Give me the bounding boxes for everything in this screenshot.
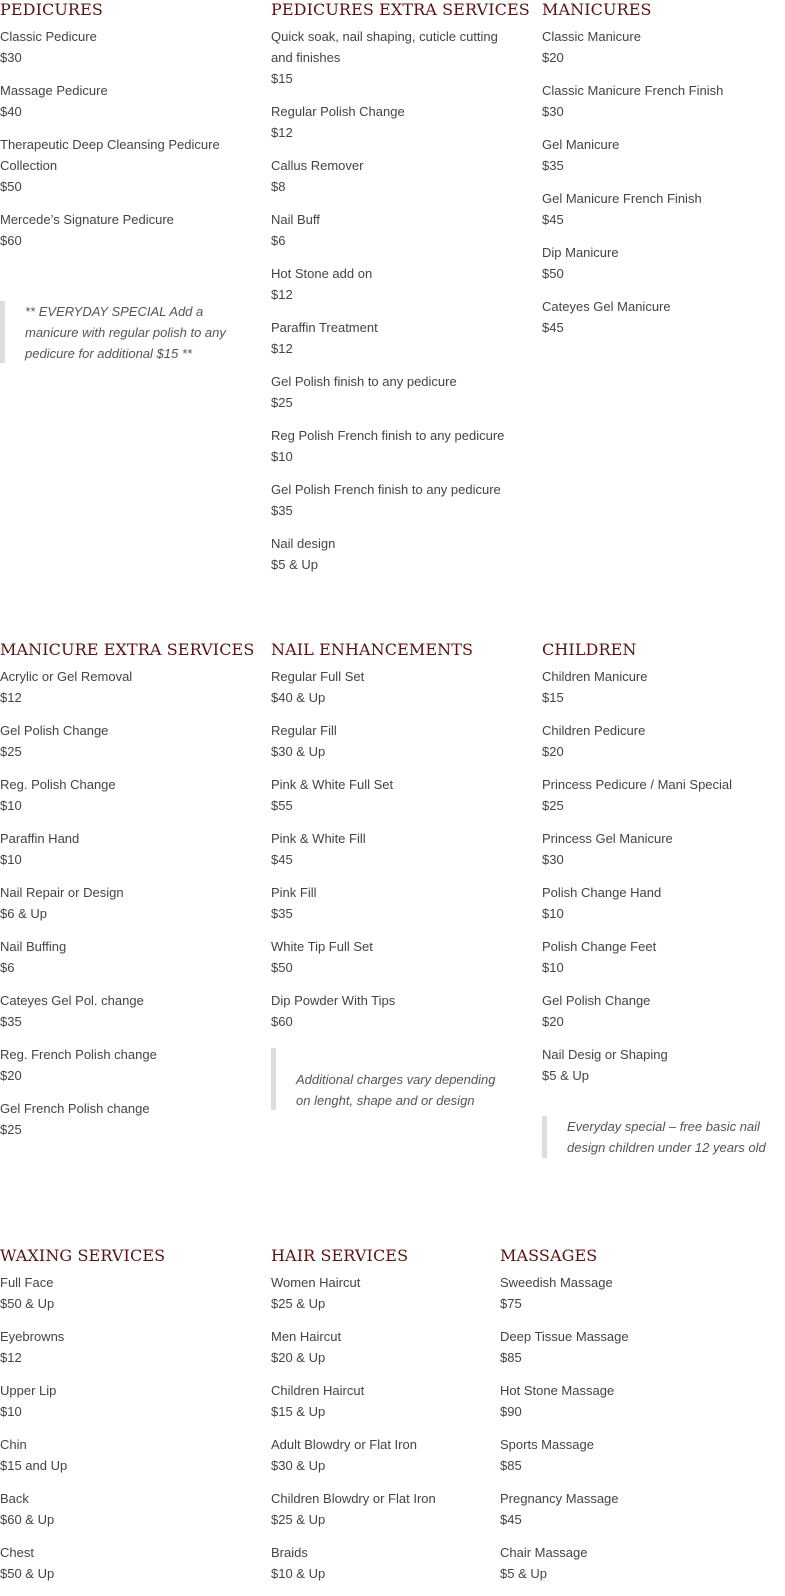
service-name: Quick soak, nail shaping, cuticle cutting and finishes [271, 29, 498, 65]
service-price: $20 [542, 1014, 564, 1029]
service-price: $10 [542, 960, 564, 975]
service-name: Sports Massage [500, 1437, 594, 1452]
service-price: $15 [271, 71, 293, 86]
service-price: $25 & Up [271, 1512, 326, 1527]
service-item [0, 134, 236, 197]
service-name: Polish Change Hand [542, 885, 662, 900]
service-name: Nail Repair or Design [0, 885, 124, 900]
service-price: $15 & Up [271, 1404, 326, 1419]
service-item [271, 479, 511, 521]
service-item [271, 1272, 491, 1314]
service-name: Paraffin Hand [0, 831, 80, 846]
service-price: $12 [271, 125, 293, 140]
service-item [0, 1542, 236, 1584]
section-children [542, 640, 782, 1155]
service-price: $6 [0, 960, 15, 975]
service-name: Men Haircut [271, 1329, 342, 1344]
service-price: $6 & Up [0, 906, 47, 921]
service-name: Adult Blowdry or Flat Iron [271, 1437, 417, 1452]
service-name: Massage Pedicure [0, 83, 108, 98]
service-item [271, 209, 511, 251]
service-item [271, 1380, 491, 1422]
section-manicure-extra [0, 640, 255, 1137]
service-price: $20 [542, 50, 564, 65]
service-item [271, 882, 511, 924]
service-item [0, 1434, 236, 1476]
service-name: Nail Desig or Shaping [542, 1047, 668, 1062]
service-price: $5 & Up [271, 557, 318, 572]
service-price: $50 [542, 266, 564, 281]
service-item [0, 990, 236, 1032]
service-item [500, 1434, 740, 1476]
service-name: Dip Powder With Tips [271, 993, 396, 1008]
service-name: Nail design [271, 536, 336, 551]
service-item [542, 882, 782, 924]
service-item [500, 1272, 740, 1314]
service-price: $60 [0, 233, 22, 248]
service-item [271, 1542, 491, 1584]
service-name: Cateyes Gel Pol. change [0, 993, 144, 1008]
service-price: $55 [271, 798, 293, 813]
service-price: $10 & Up [271, 1566, 326, 1581]
service-name: Regular Fill [271, 723, 337, 738]
service-name: Mercede’s Signature Pedicure [0, 212, 174, 227]
service-price: $6 [271, 233, 286, 248]
service-item [542, 774, 782, 816]
service-name: Children Blowdry or Flat Iron [271, 1491, 436, 1506]
section-heading: HAIR SERVICES [271, 1246, 409, 1265]
service-price: $60 & Up [0, 1512, 55, 1527]
service-name: Braids [271, 1545, 308, 1560]
service-name: Pink & White Full Set [271, 777, 394, 792]
service-item [0, 1272, 236, 1314]
service-name: Chin [0, 1437, 27, 1452]
service-name: Sweedish Massage [500, 1275, 613, 1290]
service-item [542, 188, 782, 230]
service-name: Gel Polish Change [542, 993, 651, 1008]
service-price: $85 [500, 1350, 522, 1365]
service-price: $45 [542, 212, 564, 227]
service-name: Eyebrowns [0, 1329, 65, 1344]
service-price: $20 & Up [271, 1350, 326, 1365]
service-price: $8 [271, 179, 286, 194]
service-item [271, 936, 511, 978]
service-name: Classic Manicure French Finish [542, 83, 724, 98]
service-item [0, 209, 236, 251]
service-name: Pink Fill [271, 885, 317, 900]
section-waxing [0, 1246, 236, 1581]
service-item [500, 1380, 740, 1422]
service-name: Reg. Polish Change [0, 777, 116, 792]
section-heading: MANICURES [542, 0, 652, 19]
service-price: $15 and Up [0, 1458, 68, 1473]
service-price: $25 [0, 744, 22, 759]
service-item [542, 990, 782, 1032]
service-price: $12 [0, 1350, 22, 1365]
service-item [0, 80, 236, 122]
service-price: $12 [271, 341, 293, 356]
service-price: $10 [0, 798, 22, 813]
service-item [0, 1488, 236, 1530]
service-name: Nail Buff [271, 212, 320, 227]
service-item [500, 1488, 740, 1530]
service-item [271, 1488, 491, 1530]
service-name: Regular Full Set [271, 669, 365, 684]
service-price: $35 [542, 158, 564, 173]
service-item [271, 371, 511, 413]
service-item [271, 26, 511, 89]
section-pedicures-extra [271, 0, 530, 572]
service-item [0, 1044, 236, 1086]
service-name: Pink & White Fill [271, 831, 366, 846]
service-name: Classic Pedicure [0, 29, 97, 44]
service-item [0, 828, 236, 870]
section-heading: PEDICURES [0, 0, 103, 19]
service-price: $5 & Up [542, 1068, 589, 1083]
service-price: $35 [0, 1014, 22, 1029]
service-name: Children Manicure [542, 669, 648, 684]
service-item [0, 720, 236, 762]
service-price: $30 [0, 50, 22, 65]
service-item [271, 720, 511, 762]
service-name: Therapeutic Deep Cleansing Pedicure Collection [0, 137, 220, 173]
service-price: $50 [271, 960, 293, 975]
service-price: $12 [271, 287, 293, 302]
service-name: Back [0, 1491, 29, 1506]
section-heading: MASSAGES [500, 1246, 598, 1265]
service-price: $30 [542, 852, 564, 867]
service-price: $30 & Up [271, 744, 326, 759]
service-price: $90 [500, 1404, 522, 1419]
service-item [0, 1326, 236, 1368]
section-heading: MANICURE EXTRA SERVICES [0, 640, 255, 659]
service-name: Regular Polish Change [271, 104, 405, 119]
service-item [542, 720, 782, 762]
service-price: $50 & Up [0, 1296, 55, 1311]
service-price: $25 [271, 395, 293, 410]
service-item [500, 1326, 740, 1368]
service-item [0, 666, 236, 708]
service-item [271, 533, 511, 575]
service-item [271, 774, 511, 816]
service-item [542, 936, 782, 978]
service-price: $45 [271, 852, 293, 867]
service-item [271, 1434, 491, 1476]
service-name: Upper Lip [0, 1383, 57, 1398]
section-heading: PEDICURES EXTRA SERVICES [271, 0, 530, 19]
service-name: Princess Pedicure / Mani Special [542, 777, 733, 792]
service-item [542, 134, 782, 176]
service-name: Dip Manicure [542, 245, 619, 260]
service-price: $35 [271, 503, 293, 518]
service-name: Hot Stone add on [271, 266, 373, 281]
service-price: $10 [0, 1404, 22, 1419]
section-heading: CHILDREN [542, 640, 637, 659]
service-name: Cateyes Gel Manicure [542, 299, 671, 314]
section-massages [500, 1246, 740, 1581]
service-name: Children Pedicure [542, 723, 646, 738]
service-price: $5 & Up [500, 1566, 547, 1581]
service-price: $50 [0, 179, 22, 194]
service-item [542, 26, 782, 68]
service-price: $20 [0, 1068, 22, 1083]
service-item [542, 828, 782, 870]
service-name: Gel French Polish change [0, 1101, 150, 1116]
service-item [542, 80, 782, 122]
service-item [542, 666, 782, 708]
service-price: $12 [0, 690, 22, 705]
service-price: $10 [542, 906, 564, 921]
service-price: $75 [500, 1296, 522, 1311]
service-item [271, 317, 511, 359]
service-item [542, 1044, 782, 1086]
service-price: $25 [542, 798, 564, 813]
service-price: $60 [271, 1014, 293, 1029]
service-item [542, 296, 782, 338]
children-special-note: Everyday special – free basic nail design children under 12 years old [542, 1116, 782, 1158]
service-item [0, 774, 236, 816]
service-name: Acrylic or Gel Removal [0, 669, 133, 684]
service-price: $25 & Up [271, 1296, 326, 1311]
service-name: Reg Polish French finish to any pedicure [271, 428, 505, 443]
special-note: ** EVERYDAY SPECIAL Add a manicure with regular polish to any pedicure for additional $15 ** [0, 301, 236, 363]
service-price: $45 [500, 1512, 522, 1527]
service-name: Gel Polish finish to any pedicure [271, 374, 457, 389]
section-hair [271, 1246, 491, 1581]
service-item [271, 990, 511, 1032]
service-item [271, 263, 511, 305]
section-heading: NAIL ENHANCEMENTS [271, 640, 474, 659]
service-price: $50 & Up [0, 1566, 55, 1581]
service-price: $30 & Up [271, 1458, 326, 1473]
service-price: $30 [542, 104, 564, 119]
service-name: Women Haircut [271, 1275, 361, 1290]
service-name: Paraffin Treatment [271, 320, 378, 335]
service-item [542, 242, 782, 284]
service-price: $35 [271, 906, 293, 921]
section-heading: WAXING SERVICES [0, 1246, 166, 1265]
section-nail-enhancements [271, 640, 511, 1108]
service-item [271, 155, 511, 197]
service-item [0, 936, 236, 978]
service-item [271, 666, 511, 708]
service-name: Callus Remover [271, 158, 364, 173]
service-name: Deep Tissue Massage [500, 1329, 629, 1344]
service-price: $10 [271, 449, 293, 464]
service-item [0, 1098, 236, 1140]
service-name: White Tip Full Set [271, 939, 373, 954]
service-name: Princess Gel Manicure [542, 831, 673, 846]
section-manicures [542, 0, 782, 335]
service-item [0, 882, 236, 924]
service-name: Polish Change Feet [542, 939, 657, 954]
service-item [0, 1380, 236, 1422]
service-item [271, 101, 511, 143]
service-name: Gel Manicure French Finish [542, 191, 702, 206]
service-price: $85 [500, 1458, 522, 1473]
service-name: Pregnancy Massage [500, 1491, 619, 1506]
service-name: Reg. French Polish change [0, 1047, 157, 1062]
additional-charges-note: Additional charges vary depending on lenght, shape and or design [271, 1048, 507, 1110]
service-name: Chest [0, 1545, 34, 1560]
service-item [271, 828, 511, 870]
service-item [271, 1326, 491, 1368]
service-price: $40 [0, 104, 22, 119]
service-name: Gel Polish French finish to any pedicure [271, 482, 501, 497]
service-price: $45 [542, 320, 564, 335]
service-name: Full Face [0, 1275, 54, 1290]
section-pedicures [0, 0, 236, 361]
service-price: $25 [0, 1122, 22, 1137]
service-item [0, 26, 236, 68]
service-name: Gel Manicure [542, 137, 620, 152]
service-price: $15 [542, 690, 564, 705]
service-item [500, 1542, 740, 1584]
service-name: Hot Stone Massage [500, 1383, 615, 1398]
service-price: $20 [542, 744, 564, 759]
service-name: Chair Massage [500, 1545, 588, 1560]
service-name: Nail Buffing [0, 939, 67, 954]
service-price: $40 & Up [271, 690, 326, 705]
service-item [271, 425, 511, 467]
service-name: Gel Polish Change [0, 723, 109, 738]
service-price: $10 [0, 852, 22, 867]
service-name: Classic Manicure [542, 29, 641, 44]
service-name: Children Haircut [271, 1383, 365, 1398]
